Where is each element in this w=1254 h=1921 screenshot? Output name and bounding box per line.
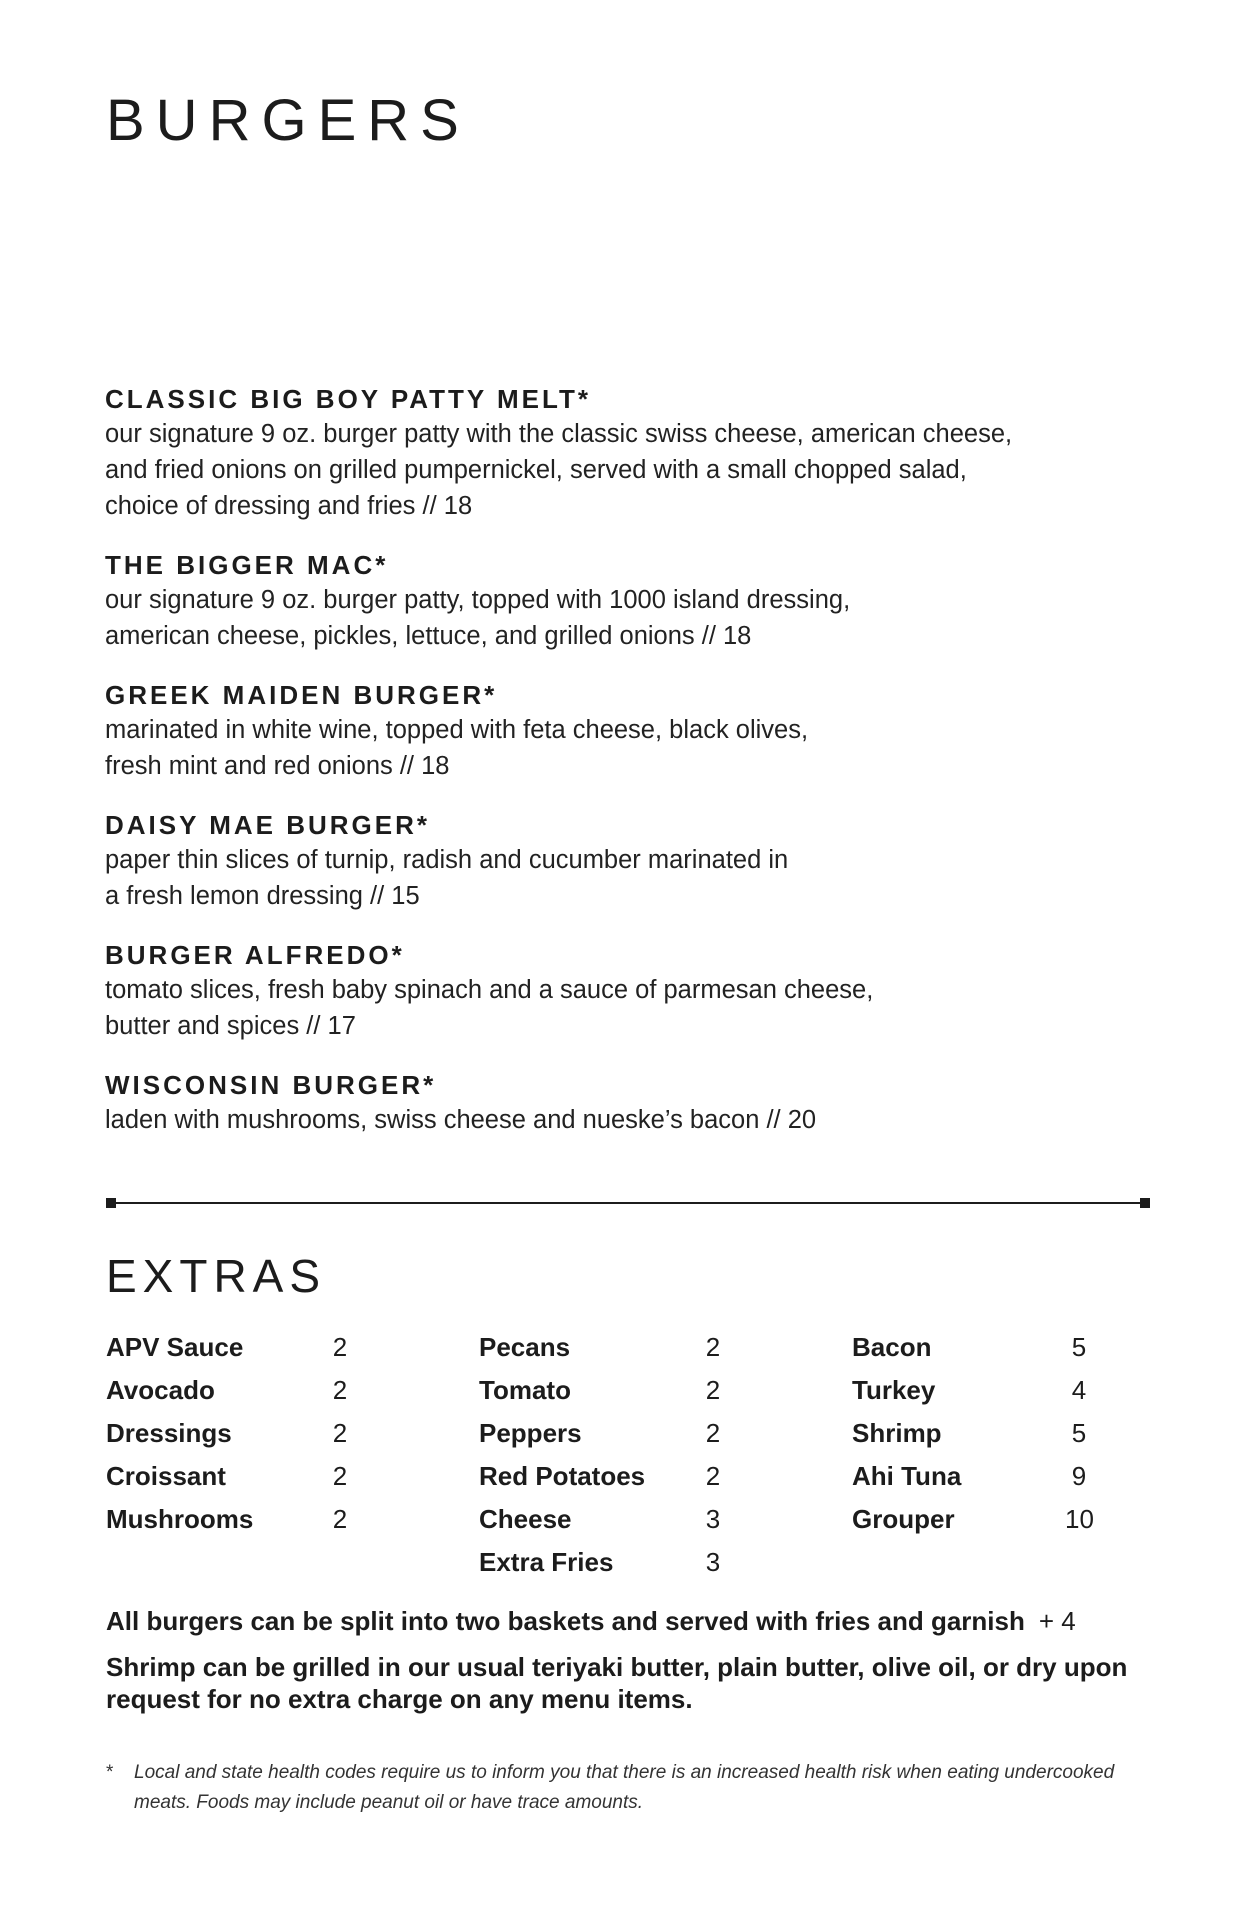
- extras-item-name: Tomato: [479, 1375, 571, 1405]
- extras-item-name: Peppers: [479, 1418, 582, 1448]
- shrimp-note: Shrimp can be grilled in our usual teriyaki butter, plain butter, olive oil, or dry upon request for no extra charge on any menu items.: [106, 1652, 1128, 1714]
- menu-item-description: butter and spices // 17: [105, 1012, 356, 1040]
- extras-item-name: Mushrooms: [106, 1504, 254, 1534]
- menu-item-description: fresh mint and red onions // 18: [105, 752, 450, 780]
- extras-item-name: Red Potatoes: [479, 1461, 646, 1491]
- page-title: BURGERS: [106, 88, 470, 153]
- burger-list: [105, 382, 1145, 1162]
- extras-item-price: 2: [705, 1461, 721, 1491]
- menu-item: [105, 1068, 1145, 1138]
- menu-item-description: a fresh lemon dressing // 15: [105, 882, 420, 910]
- split-charge: + 4: [1038, 1606, 1076, 1636]
- health-footnote: [106, 1758, 1126, 1818]
- extras-title: EXTRAS: [106, 1250, 327, 1302]
- extras-item-name: Shrimp: [852, 1418, 942, 1448]
- menu-item-name: WISCONSIN BURGER*: [105, 1070, 437, 1100]
- menu-item-description: paper thin slices of turnip, radish and cucumber marinated in: [105, 846, 789, 874]
- menu-item-description: american cheese, pickles, lettuce, and grilled onions // 18: [105, 622, 752, 650]
- extras-item-name: Pecans: [479, 1332, 571, 1362]
- menu-item-name: BURGER ALFREDO*: [105, 940, 405, 970]
- footnote-asterisk: *: [106, 1762, 114, 1783]
- extras-item-price: 3: [705, 1547, 721, 1577]
- menu-item-description: our signature 9 oz. burger patty with the classic swiss cheese, american cheese,: [105, 420, 1013, 448]
- extras-item-price: 10: [1065, 1504, 1094, 1534]
- menu-item-name: CLASSIC BIG BOY PATTY MELT*: [105, 384, 591, 414]
- split-note-text: All burgers can be split into two baskets and served with fries and garnish: [106, 1606, 1025, 1636]
- extras-item-price: 3: [705, 1504, 721, 1534]
- extras-item-name: Bacon: [852, 1332, 932, 1362]
- divider-left-cap: [106, 1198, 116, 1208]
- extras-item-price: 2: [332, 1461, 348, 1491]
- extras-item-name: APV Sauce: [106, 1332, 244, 1362]
- extras-item-name: Turkey: [852, 1375, 936, 1405]
- menu-notes: [106, 1605, 1156, 1729]
- extras-item-name: Ahi Tuna: [852, 1461, 962, 1491]
- menu-item: [105, 382, 1145, 524]
- extras-item-name: Grouper: [852, 1504, 955, 1534]
- menu-item-name: THE BIGGER MAC*: [105, 550, 389, 580]
- divider-right-cap: [1140, 1198, 1150, 1208]
- extras-item-name: Dressings: [106, 1418, 232, 1448]
- extras-item-price: 2: [705, 1418, 721, 1448]
- menu-item-description: choice of dressing and fries // 18: [105, 492, 473, 520]
- extras-item-price: 4: [1071, 1375, 1087, 1405]
- menu-item-name: DAISY MAE BURGER*: [105, 810, 431, 840]
- extras-item-name: Croissant: [106, 1461, 226, 1491]
- menu-item-description: tomato slices, fresh baby spinach and a sauce of parmesan cheese,: [105, 976, 874, 1004]
- menu-item: [105, 548, 1145, 654]
- menu-item: [105, 678, 1145, 784]
- extras-item-name: Avocado: [106, 1375, 215, 1405]
- extras-item-name: Cheese: [479, 1504, 572, 1534]
- extras-item-price: 5: [1071, 1332, 1087, 1362]
- extras-item-price: 2: [332, 1504, 348, 1534]
- menu-item-name: GREEK MAIDEN BURGER*: [105, 680, 498, 710]
- section-divider: [108, 1202, 1146, 1204]
- extras-item-price: 2: [332, 1332, 348, 1362]
- split-note: [106, 1605, 1156, 1637]
- extras-item-price: 2: [705, 1375, 721, 1405]
- menu-item-description: laden with mushrooms, swiss cheese and nueske’s bacon // 20: [105, 1106, 817, 1134]
- menu-item-description: our signature 9 oz. burger patty, topped with 1000 island dressing,: [105, 586, 851, 614]
- extras-item-price: 2: [705, 1332, 721, 1362]
- menu-item-description: marinated in white wine, topped with feta cheese, black olives,: [105, 716, 809, 744]
- menu-item: [105, 808, 1145, 914]
- extras-item-name: Extra Fries: [479, 1547, 614, 1577]
- footnote-text: Local and state health codes require us to inform you that there is an increased health risk when eating undercooked meats. Foods may include peanut oil or have trace amounts.: [134, 1762, 1115, 1813]
- menu-item-description: and fried onions on grilled pumpernickel, served with a small chopped salad,: [105, 456, 967, 484]
- extras-item-price: 5: [1071, 1418, 1087, 1448]
- extras-item-price: 2: [332, 1418, 348, 1448]
- extras-item-price: 9: [1071, 1461, 1087, 1491]
- extras-item-price: 2: [332, 1375, 348, 1405]
- menu-item: [105, 938, 1145, 1044]
